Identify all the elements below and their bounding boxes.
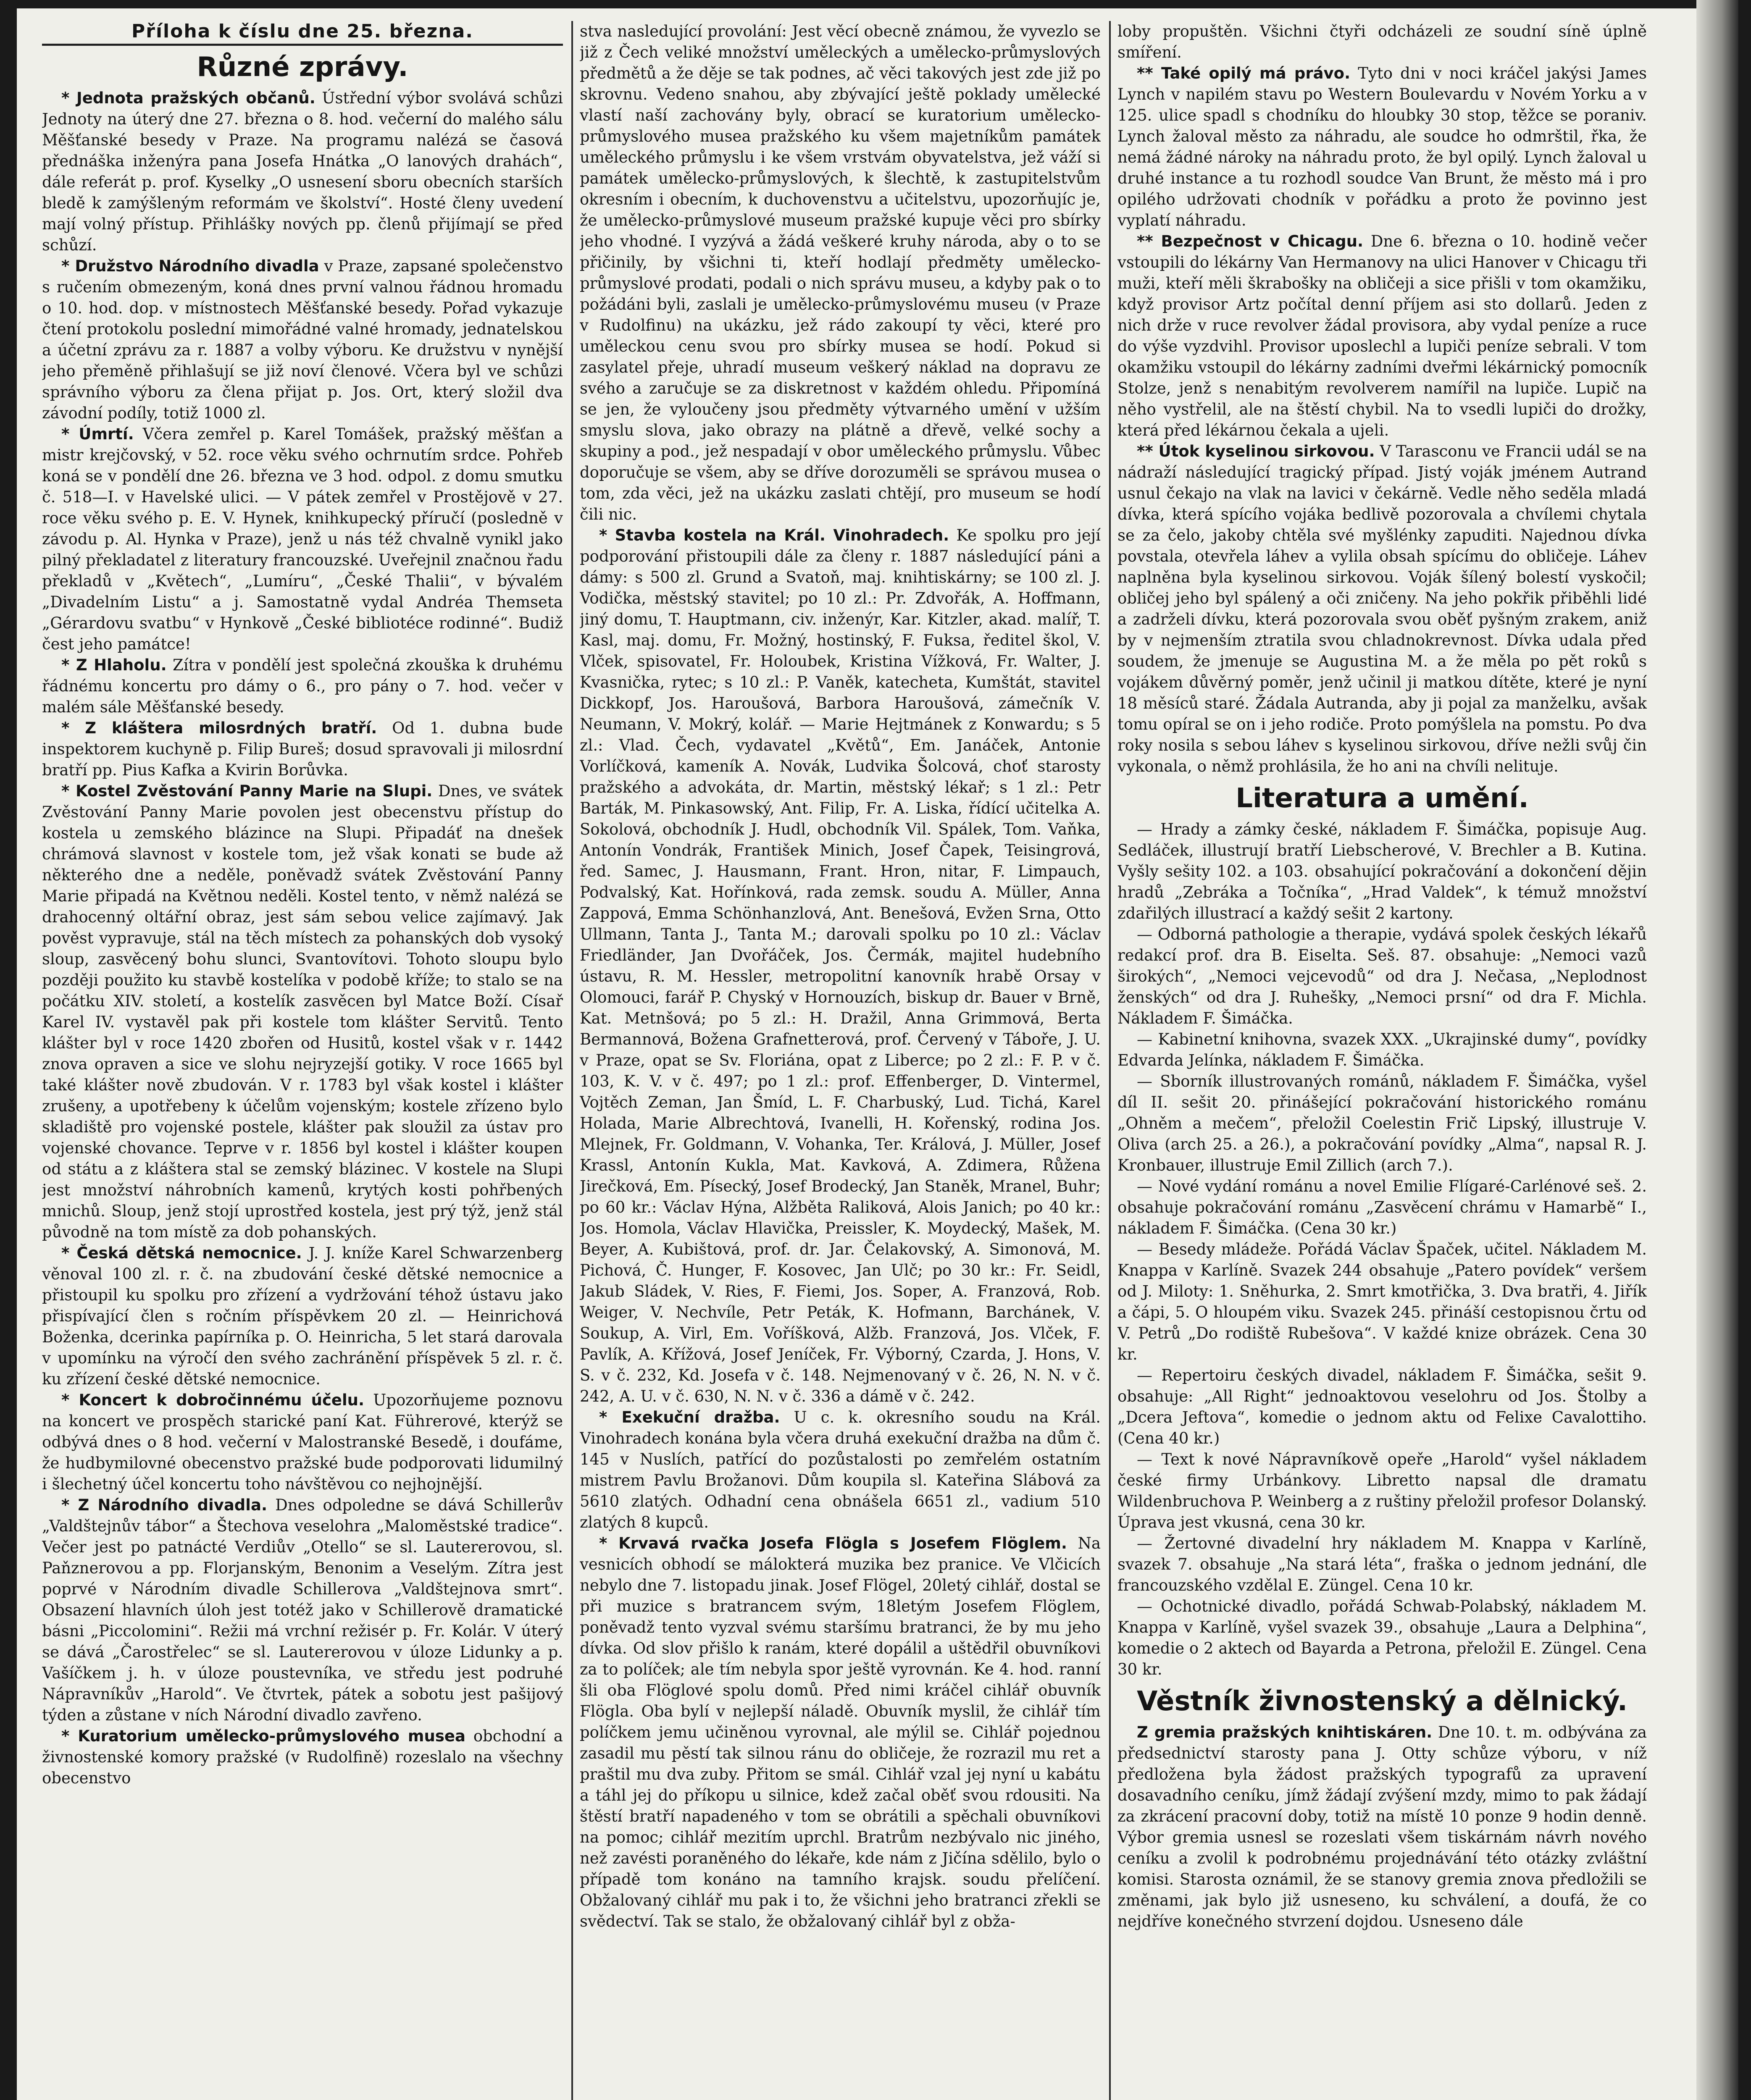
news-item-headline: * Koncert k dobročinnému účelu. — [61, 1391, 365, 1409]
literature-notice: — Hrady a zámky české, nákladem F. Šimáčka, popisuje Aug. Sedláček, illustrují bratří Liebscherové, V. Brechler a B. Kutina. Vyšly sešity 102. a 103. obsahující pokračování a dokončení dějin hradů „Zebráka a Točníka“, „Hrad Valdek“, k témuž množství zdařilých illustrací a každý sešit 2 kartony. — [1117, 820, 1647, 922]
news-item-body: Dne 6. března o 10. hodině večer vstoupili do lékárny Van Hermanovy na ulici Hanover v Chicagu tři muži, kteří měli škrabošky na obličeji a sice přišli v tom okamžiku, když provisor Artz počítal denní příjem asi sto dollarů. Jeden z nich drže v ruce revolver žádal provisora, aby vydal peníze a ruce do výše vyzdvihl. Provisor uposlechl a lupiči peníze sebrali. V tom okamžiku vstoupil do lékárny zadními dveřmi lékárnický pomocník Stolze, jenž s nenabitým revolverem namířil na lupiče. Lupič na něho vystřelil, ale na štěstí chybil. Na to vsedli lupiči do drožky, která před lékárnou čekala a ujeli. — [1117, 232, 1647, 439]
continued-article-text: loby propuštěn. Všichni čtyři odcházeli ze soudní síně úplně smíření. — [1117, 22, 1647, 61]
section-title-literatura: Literatura a umění. — [1236, 783, 1529, 814]
literature-notice: — Nové vydání románu a novel Emilie Flígaré-Carlénové seš. 2. obsahuje pokračování románu „Zasvěcení chrámu v Hamarbě“ I., nákladem F. Šimáčka. (Cena 30 kr.) — [1117, 1177, 1647, 1237]
news-item — [1117, 441, 1647, 777]
news-item — [42, 718, 563, 781]
news-item-headline: * Kostel Zvěstování Panny Marie na Slupi. — [61, 782, 433, 800]
news-item-headline: * Jednota pražských občanů. — [61, 89, 315, 107]
news-item — [580, 1533, 1101, 1932]
news-item — [42, 256, 563, 424]
news-item — [1117, 231, 1647, 441]
news-item — [42, 1726, 563, 1789]
column-2 — [580, 21, 1101, 2100]
news-item-body: v Praze, zapsané společenstvo s ručením obmezeným, koná dnes první valnou řádnou hromadu o 10. hod. dop. v místnostech Měšťanské besedy. Pořad vykazuje čtení protokolu poslední mimořádné valné hromady, jednatelskou a účetní zprávu za r. 1887 a volby výboru. Ke družstvu v nynější jeho přeměně přihlašují se již noví členové. Včera byl ve schůzi správního výboru za člena přijat p. Jos. Ort, který složil dva závodní podíly, totiž 1000 zl. — [42, 257, 563, 422]
news-item-headline: * Kuratorium umělecko-průmyslového musea — [61, 1727, 465, 1745]
news-item — [42, 781, 563, 1243]
news-item-body: Ústřední výbor svolává schůzi Jednoty na úterý dne 27. března o 8. hod. večerní do malého sálu Měšťanské besedy v Praze. Na programu nalézá se časová přednáška inženýra pana Josefa Hnátka „O lanových drahách“, dále referát p. prof. Kyselky „O usnesení sboru obecních starších bledě k zamýšleným reformám ve školství“. Hosté členy uvedení mají volný přístup. Přihlášky nových pp. členů přijímají se před schůzí. — [42, 89, 563, 254]
column-divider — [1109, 21, 1111, 2100]
news-item-body: Na vesnicích obhodí se málokterá muzika bez pranice. Ve Vlčicích nebylo dne 7. listopadu jinak. Josef Flögel, 20letý cihlář, dostal se při muzice s bratrancem svým, 18letým Josefem Flöglem, poněvadž tento vyzval svému staršímu bratranci, že by mu jeho dívka. Od slov přišlo k ranám, které dopálil a uštědřil obuvníkovi za to políček; ale tím nebyla spor ještě vyrovnán. Ke 4. hod. ranní šli oba Flöglové spolu domů. Před nimi kráčel cihlář obuvník Flögla. Oba bylí v nejlepší náladě. Obuvník myslil, že cihlář tím políčkem jemu učiněnou vyrovnal, ale mýlil se. Cihlář pojednou zasadil mu pěstí tak silnou ránu do obličeje, že rozrazil mu ret a praštil mu dva zuby. Přitom se smál. Cihlář vzal jej nyní u kabátu a táhl jej do příkopu u silnice, kdež začal oběť svou rdousiti. Na štěstí bratří napadeného v tom se obrátili a spěchali obuvníkovi na pomoc; cihlář mezitím uprchl. Bratrům nezbývalo nic jiného, než zavésti poraněného do lékaře, kde nám z Jičína sdělilo, bylo o případě tom konáno na tamního krajsk. soudu přelíčení. Obžalovaný cihlář mu pak i to, že všichni jeho bratranci zřekli se svědectví. Tak se stalo, že obžalovaný cihlář byl z obža- — [580, 1534, 1101, 1930]
section-title-ruzne-zpravy: Různé zprávy. — [197, 52, 408, 83]
news-items-col1 — [42, 88, 563, 1789]
news-item-body: Tyto dni v noci kráčel jakýsi James Lynch v napilém stavu po Western Boulevardu v Novém Yorku a v 125. ulice spadl s chodníku do hloubky 30 stop, těžce se poraniv. Lynch žaloval město za náhradu, ale soudce ho odmrštil, řka, že nemá žádné nároky na náhradu proto, že byl opilý. Lynch žaloval u druhé instance a tu rozhodl soudce Van Brunt, že město má i pro opilého udržovati chodník v pořádku a proto že povinno jest vyplatí náhradu. — [1117, 64, 1647, 229]
news-item-headline: * Stavba kostela na Král. Vinohradech. — [599, 526, 949, 544]
news-item-body: Dnes odpoledne se dává Schillerův „Valdštejnův tábor“ a Štechova veselohra „Maloměstské tradice“. Večer jest po patnácté Verdiův „Otello“ se sl. Lautererovou, sl. Paňznerovou a pp. Florjanským, Benonim a Veselým. Zítra jest poprvé v Národním divadle Schillerova „Valdštejnova smrt“. Obsazení hlavních úloh jest totéž jako v Schillerově dramatické básni „Piccolomini“. Režii má vrchní režisér p. Fr. Kolár. V úterý se dává „Čarostřelec“ se sl. Lautererovou v úloze Lidunky a p. Vašíčkem j. h. v úloze poustevníka, ve středu jest podruhé Nápravníkův „Harold“. Ve čtvrtek, pátek a sobotu jest pašijový týden a zůstane v ních Národní divadlo zavřeno. — [42, 1496, 563, 1724]
column-1 — [42, 21, 563, 2100]
news-item-body: Ke spolku pro její podporování přistoupili dále za členy r. 1887 následující páni a dámy: s 500 zl. Grund a Svatoň, maj. knihtiskárny; se 100 zl. J. Vodička, městský stavitel; po 10 zl.: Pr. Zdvořák, A. Hoffmann, jiný domu, T. Hauptmann, civ. inženýr, Kar. Kitzler, akad. malíř, T. Kasl, maj. domu, Fr. Možný, hostinský, F. Fuksa, ředitel škol, V. Vlček, spisovatel, Fr. Holoubek, Kristina Vížková, Fr. Walter, J. Kvasnička, rytec; s 10 zl.: P. Vaněk, katecheta, Kumštát, stavitel Dickkopf, Jos. Haroušová, Barbora Haroušová, zámečník V. Neumann, V. Mokrý, kolář. — Marie Hejtmánek z Konwardu; s 5 zl.: Vlad. Čech, vydavatel „Květů“, Em. Janáček, Antonie Vorlíčková, kameník A. Novák, Ludvika Šolcová, choť starosty pražského a advokáta, dr. Martin, městský lékař; s 1 zl.: Petr Barták, M. Pinkasowský, Ant. Filip, Fr. A. Liska, řídící učitelka A. Sokolová, obchodník J. Hudl, obchodník Vil. Spálek, Tom. Vaňka, Antonín Vondrák, František Minich, Josef Čapek, Teisingrová, řed. Samec, J. Hausmann, Frant. Hron, nitar, F. Limpauch, Podvalský, Kat. Hořínková, rada zemsk. soudu A. Müller, Anna Zappová, Emma Schönhanzlová, Ant. Benešová, Evžen Srna, Otto Ullmann, Tanta J., Tanta M.; darovali spolku po 10 zl.: Václav Friedländer, Jan Dvořáček, Jos. Čermák, majitel hudebního ústavu, R. M. Hessler, metropolitní kanovník hrabě Orsay v Olomouci, farář P. Chyský v Hornouzích, biskup dr. Bauer v Brně, Kat. Metnšová; po 5 zl.: H. Dražil, Anna Grimmová, Berta Bermannová, Božena Grafnetterová, prof. Červený v Táboře, J. U. v Praze, opat se Sv. Floriána, opat z Liberce; po 2 zl.: F. P. v č. 103, K. V. v č. 497; po 1 zl.: prof. Effenberger, D. Vintermel, Vojtěch Zeman, Jan Šmíd, L. F. Charbuský, Lud. Tichá, Karel Holada, Marie Albrechtová, Ivanelli, H. Kořenský, rodina Jos. Mlejnek, Fr. Goldmann, V. Vohanka, Ter. Králová, J. Müller, Josef Krassl, Antonín Kukla, Mat. Kavková, A. Zdimera, Růžena Jirečková, Em. Písecký, Josef Brodecký, Jan Staněk, Mranel, Buhr; po 60 kr.: Václav Hýna, Alžběta Raliková, Alois Janich; po 40 kr.: Jos. Homola, Václav Hlavička, Preissler, K. Moydecký, Mašek, M. Beyer, A. Kubištová, prof. dr. Jar. Čelakovský, A. Simonová, M. Pichová, Č. Hunger, F. Kosovec, Jan Ulč; po 30 kr.: Fr. Seidl, Jakub Sládek, V. Ries, F. Fiemi, Jos. Soper, A. Franzová, Rob. Weiger, V. Nechvíle, Petr Peták, K. Hofmann, Barchánek, V. Soukup, A. Virl, Em. Voříšková, Alžb. Franzová, Jos. Vlček, F. Pavlík, A. Křížová, Josef Jeníček, Fr. Výborný, Czarda, J. Hons, V. S. v č. 232, Kd. Josefa v č. 148. Nejmenovaný v č. 26, N. N. v č. 242, A. U. v č. 630, N. N. v č. 336 a dámě v č. 242. — [580, 526, 1101, 1405]
column-divider — [571, 21, 573, 2100]
news-item — [580, 1407, 1101, 1533]
news-item-body: Zítra v pondělí jest společná zkouška k druhému řádnému koncertu pro dámy o 6., pro pány o 7. hod. večer v malém sále Měšťanské besedy. — [42, 656, 563, 716]
section-title-vestnik: Věstník živnostenský a dělnický. — [1137, 1686, 1627, 1717]
news-item — [580, 525, 1101, 1407]
literature-notice: — Kabinetní knihovna, svazek XXX. „Ukrajinské dumy“, povídky Edvarda Jelínka, nákladem F. Šimáčka. — [1117, 1030, 1647, 1069]
news-item-body: J. J. kníže Karel Schwarzenberg věnoval 100 zl. r. č. na zbudování české dětské nemocnice a přistoupil ku spolku pro zřízení a vydržování téhož ústavu jako přispívající člen s ročním příspěvkem 20 zl. — Heinrichová Boženka, dcerinka papírníka p. O. Heinricha, 5 let stará darovala v upomínku na výročí den svého zachránění příspěvek 5 zl. r. č. ku zřízení české dětské nemocnice. — [42, 1244, 563, 1388]
news-item-headline: * Z Národního divadla. — [61, 1496, 267, 1514]
literature-notice: — Žertovné divadelní hry nákladem M. Knappa v Karlíně, svazek 7. obsahuje „Na stará léta“, fraška o jednom jednání, dle francouzského vzdělal E. Züngel. Cena 10 kr. — [1117, 1534, 1647, 1594]
news-item — [1117, 1722, 1647, 1932]
news-item-headline: * Krvavá rvačka Josefa Flögla s Josefem Flöglem. — [599, 1534, 1067, 1552]
literature-notice: — Sborník illustrovaných románů, nákladem F. Šimáčka, vyšel díl II. sešit 20. přinášející pokračování historického románu „Ohněm a mečem“, přeložil Coelestin Frič Lipský, illustruje V. Oliva (arch 25. a 26.), a pokračování povídky „Alma“, napsal R. J. Kronbauer, illustruje Emil Zillich (arch 7.). — [1117, 1072, 1647, 1174]
page-edge-shadow — [1696, 0, 1738, 2100]
column-3 — [1117, 21, 1647, 2100]
news-item-body: U c. k. okresního soudu na Král. Vinohradech konána byla včera druhá exekuční dražba na dům č. 145 v Nuslích, patřící do pozůstalosti po zemřelém ostatním mistrem Pavlu Brožanovi. Dům koupila sl. Kateřina Slábová za 5610 zlatých. Odhadní cena obnášela 6651 zl., vadium 510 zlatých 8 kupců. — [580, 1408, 1101, 1531]
news-item-headline: ** Bezpečnost v Chicagu. — [1137, 232, 1364, 250]
news-item-headline: * Úmrtí. — [61, 425, 134, 443]
literature-notice: — Repertoiru českých divadel, nákladem F. Šimáčka, sešit 9. obsahuje: „All Right“ jednoaktovou veselohru od Jos. Štolby a „Dcera Jeftova“, komedie o jednom aktu od Felixe Cavalottiho. (Cena 40 kr.) — [1117, 1366, 1647, 1447]
literature-notices — [1117, 819, 1647, 1680]
news-item-body: Včera zemřel p. Karel Tomášek, pražský měšťan a mistr krejčovský, v 52. roce věku svého ochrnutím srdce. Pohřeb koná se v pondělí dne 26. března ve 3 hod. odpol. z domu smutku č. 518—I. v Havelské ulici. — V pátek zemřel v Prostějově v 27. roce věku svého p. E. V. Hynek, knihkupecký příručí (posledně v závodu p. Al. Hynka v Praze), jenž u nás též chvalně vynikl jako pilný překladatel z literatury francouzské. Uveřejnil značnou řadu překladů v „Květech“, „Lumíru“, „České Thalii“, v bývalém „Divadelním Listu“ a j. Samostatně vydal Andréa Themseta „Gérardovu svatbu“ v Hynkově „České bibliotéce rodinné“. Budiž čest jeho památce! — [42, 425, 563, 653]
news-items-col3 — [1117, 63, 1647, 777]
news-items-col2 — [580, 525, 1101, 1932]
news-item-body: obchodní a živnostenské komory pražské (v Rudolfině) rozeslalo na všechny obecenstvo — [42, 1727, 563, 1787]
news-item — [42, 1390, 563, 1495]
news-item-headline: * Z Hlaholu. — [61, 656, 167, 674]
literature-notice: — Text k nové Nápravníkově opeře „Harold“ vyšel nákladem české firmy Urbánkovy. Libretto napsal dle dramatu Wildenbruchova P. Weinberg a z ruštiny přeložil profesor Dolanský. Úprava jest vkusná, cena 30 kr. — [1117, 1450, 1647, 1531]
news-item-headline: Z gremia pražských knihtiskáren. — [1137, 1723, 1433, 1741]
news-item-headline: ** Také opilý má právo. — [1137, 64, 1351, 82]
trade-notices — [1117, 1722, 1647, 1932]
literature-notice: — Ochotnické divadlo, pořádá Schwab-Polabský, nákladem M. Knappa v Karlíně, vyšel svazek 39., obsahuje „Laura a Delphina“, komedie o 2 aktech od Bayarda a Petrona, přeložil E. Züngel. Cena 30 kr. — [1117, 1597, 1647, 1678]
news-item-body: Od 1. dubna bude inspektorem kuchyně p. Filip Bureš; dosud spravovali ji milosrdní bratří pp. Pius Kafka a Kvirin Borůvka. — [42, 719, 563, 779]
news-item-headline: ** Útok kyselinou sirkovou. — [1137, 442, 1375, 460]
news-item-headline: * Družstvo Národního divadla — [61, 257, 319, 275]
continued-article-text: stva nasledující provolání: Jest věcí obecně známou, že vyvezlo se již z Čech veliké množství uměleckých a umělecko-průmyslových předmětů a že děje se tak podnes, ač věci takových jest zde již po skrovnu. Vedeno snahou, aby zbývající ještě poklady umělecké vlastí naší zachovány byly, obrací se kuratorium umělecko-průmyslového musea pražského ku všem majetníkům památek uměleckého průmyslu i ke všem vrstvám obyvatelstva, jež váží si památek umělecko-průmyslových, k šlechtě, k zastupitelstvům okresním i obecním, k duchovenstvu a učitelstvu, upozorňujíc je, že umělecko-průmyslové museum pražské kupuje věci pro sbírky jeho vhodné. I vyzývá a žádá veškeré kruhy národa, aby o to se přičinily, by všichni ti, kteří hodlají předměty umělecko-průmyslové prodati, podali o nich správu museu, a kdyby pak o to požádáni byli, zaslali je umělecko-průmyslovému museu (v Praze v Rudolfinu) na ukázku, jež rádo zakoupí ty věci, které pro uměleckou cenu svou pro sbírky musea se hodí. Pokud si zasylatel přeje, uhradí museum veškerý náklad na dopravu ze svého a zaručuje se za diskretnost v každém ohledu. Připomíná se jen, že vyloučeny jsou předměty výtvarného umění v užším smyslu slova, jako obrazy na plátně a dřevě, velké sochy a skupiny a pod., jež nespadají v obor uměleckého průmyslu. Vůbec doporučuje se všem, aby se dříve dorozuměli se správou musea o tom, zda věci, jež na ukázku zaslati chtějí, pro museum se hodí čili nic. — [580, 22, 1101, 523]
news-item-body: Dne 10. t. m. odbývána za předsednictví starosty pana J. Otty schůze výboru, v níž předložena byla žádost pražských typografů za upravení dosavadního ceníku, jímž žádají zvýšení mzdy, mimo to pak žádají za zkrácení pracovní doby, totiž na místě 10 ponze 9 hodin denně. Výbor gremia usnesl se rozeslati všem tiskárnám návrh nového ceníku a zvolil k podrobnému projednávání této otázky zvláštní komisi. Starosta oznámil, že se stanovy gremia znova předložili se změnami, jak bylo již usneseno, ku schválení, a doufá, že co nejdříve konečného stvrzení dojdou. Usneseno dále — [1117, 1723, 1647, 1930]
literature-notice: — Besedy mládeže. Pořádá Václav Špaček, učitel. Nákladem M. Knappa v Karlíně. Svazek 244 obsahuje „Patero povídek“ veršem od J. Miloty: 1. Sněhurka, 2. Smrt kmotřička, 3. Dva bratři, 4. Jiřík a čápi, 5. O hloupém viku. Svazek 245. přináší cestopisnou črtu od V. Petrů „Do rodiště Rubešova“. V každé knize obrázek. Cena 30 kr. — [1117, 1240, 1647, 1363]
literature-notice: — Odborná pathologie a therapie, vydává spolek českých lékařů redakcí prof. dra B. Eiselta. Seš. 87. obsahuje: „Nemoci vazů širokých“, „Nemoci vejcevodů“ od dra J. Nečasa, „Neplodnost ženských“ od dra J. Ruhešky, „Nemoci prsní“ od dra F. Michla. Nákladem F. Šimáčka. — [1117, 925, 1647, 1027]
news-item — [42, 1495, 563, 1726]
newspaper-page — [17, 8, 1718, 2100]
news-item-body: Dnes, ve svátek Zvěstování Panny Marie povolen jest obecenstvu přístup do kostela u zemského blázince na Slupi. Připadáť na dnešek chrámová slavnost v kostele tom, jež však konati se bude až některého dne a neděle, poněvadž svátek Zvěstování Panny Marie připadá na Květnou neděli. Kostel tento, v němž nalézá se drahocenný oltářní obraz, jest sám sebou velice zajímavý. Jak pověst vypravuje, stál na těch místech za pohanských dob vysoký sloup, zasvěcený bohu slunci, Svantovítovi. Tohoto sloupu bylo později použito ku stavbě kostelíka v podobě kříže; to stalo se na počátku XIV. století, a kostelík zasvěcen byl Matce Boží. Císař Karel IV. vystavěl pak při kostele tom klášter Servitů. Tento klášter byl v roce 1420 zbořen od Husitů, kostel však v r. 1442 znova opraven a sice ve slohu nejryzejší gotiky. V roce 1665 byl také klášter nově zbudován. V r. 1783 byl však kostel i klášter zrušeny, a upotřebeny k účelům vojenským; kostele zřízeno bylo skladiště pro vojenské postele, klášter pak sloužil za ústav pro vojenské chovance. Teprve v r. 1856 byl kostel i klášter koupen od státu a z kláštera stal se zemský blázinec. V kostele na Slupi jest množství náhrobních kamenů, krytých kosti pohřbených mnichů. Sloup, jenž stojí uprostřed kostela, jest prý týž, jenž stál původně na tom místě za dob pohanských. — [42, 782, 563, 1241]
news-item — [42, 1243, 563, 1390]
news-item — [42, 424, 563, 655]
supplement-header: Příloha k číslu dne 25. března. — [42, 21, 563, 46]
news-item — [42, 655, 563, 718]
news-item-headline: * Exekuční dražba. — [599, 1408, 780, 1426]
news-item — [1117, 63, 1647, 231]
news-item-body: Upozorňujeme poznovu na koncert ve prospěch starické paní Kat. Führerové, kterýž se odbývá dnes o 8 hod. večerní v Malostranské Besedě, i doufáme, že hudbymilovné obecenstvo pražské bude podporovati lidumilný i šlechetný účel koncertu toho návštěvou co nejhojnější. — [42, 1391, 563, 1493]
news-item-body: V Tarasconu ve Francii udál se na nádraží následující tragický případ. Jistý voják jménem Autrand usnul čekajo na vlak na lavici v čekárně. Vedle něho seděla mladá dívka, která spícího vojáka bedlivě pozorovala a chvílemi chytala se za čelo, jakoby chtěla své myšlénky zapuditi. Najednou dívka povstala, otevřela láhev a vylila obsah spícímu do obličeje. Láhev naplněna byla kyselinou sirkovou. Voják šílený bolestí vyskočil; obličej jeho byl spálený a oči zničeny. Na jeho pokřik přiběhli lidé a zadrželi dívku, která pozorovala svou oběť pyšným zrakem, aniž by v nejmenším ztratila svou chladnokrevnost. Dívka udala před soudem, že jmenuje se Augustina M. a že měla po pět roků s vojákem důvěrný poměr, jenž učinil ji matkou dítěte, které je nyní 18 měsíců staré. Žádala Autranda, aby ji pojal za manželku, avšak tomu opíral se on i jeho rodiče. Proto pomýšlela na pomstu. Po dva roky nosila s sebou láhev s kyselinou sirkovou, dříve nežli svůj čin vykonala, o němž prohlásila, že ho ani na chvíli nelituje. — [1117, 442, 1647, 775]
news-item — [42, 88, 563, 256]
news-item-headline: * Česká dětská nemocnice. — [61, 1244, 302, 1262]
news-item-headline: * Z kláštera milosrdných bratří. — [61, 719, 377, 737]
